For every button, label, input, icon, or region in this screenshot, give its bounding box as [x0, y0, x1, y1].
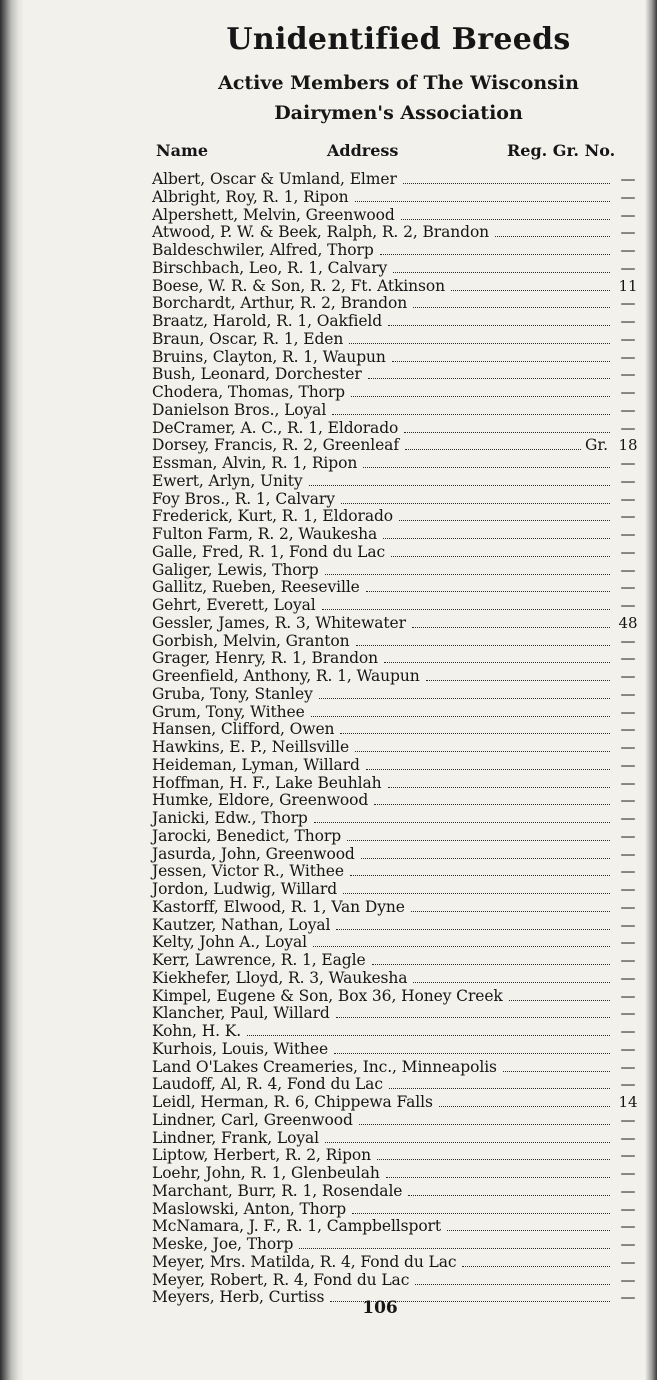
- member-entry-text: Hoffman, H. F., Lake Beuhlah: [152, 773, 382, 792]
- list-item: [152, 402, 642, 420]
- member-entry-text: Janicki, Edw., Thorp: [152, 809, 308, 827]
- member-number: —: [620, 471, 636, 490]
- list-item: [152, 366, 642, 384]
- member-number: —: [620, 489, 636, 508]
- member-number: —: [620, 755, 636, 774]
- member-number: 11: [618, 276, 638, 295]
- member-entry-text: Gehrt, Everett, Loyal: [152, 596, 316, 614]
- member-number: —: [620, 667, 636, 685]
- member-entry-text: Danielson Bros., Loyal: [152, 400, 327, 419]
- member-number: —: [620, 986, 636, 1005]
- member-entry-text: Braun, Oscar, R. 1, Eden: [152, 329, 344, 348]
- member-entry-text: Dorsey, Francis, R. 2, Greenleaf: [152, 436, 399, 455]
- dot-leader: [509, 1000, 610, 1001]
- dot-leader: [451, 290, 610, 291]
- member-entry-text: Birschbach, Leo, R. 1, Calvary: [152, 258, 388, 277]
- member-entry-text: Meyer, Mrs. Matilda, R. 4, Fond du Lac: [152, 1252, 457, 1271]
- list-item: [152, 704, 642, 722]
- member-number: —: [620, 649, 636, 668]
- dot-leader: [322, 609, 610, 610]
- column-header-address: Address: [327, 141, 399, 160]
- member-entry-text: Grager, Henry, R. 1, Brandon: [152, 649, 379, 668]
- dot-leader: [374, 804, 610, 805]
- member-number: —: [620, 241, 636, 259]
- list-item: [152, 526, 642, 544]
- member-number: —: [620, 880, 636, 898]
- list-item: [152, 260, 642, 278]
- member-entry-text: Foy Bros., R. 1, Calvary: [152, 489, 335, 508]
- list-item: [152, 455, 642, 473]
- member-number: —: [620, 170, 636, 188]
- member-entry-text: Kautzer, Nathan, Loyal: [152, 915, 331, 934]
- member-number: —: [620, 915, 636, 934]
- list-item: [152, 739, 642, 757]
- member-number: —: [620, 205, 636, 224]
- list-item: [152, 1112, 642, 1130]
- list-item: [152, 473, 642, 491]
- page-number: 106: [362, 1298, 398, 1318]
- member-number: 48: [618, 613, 638, 632]
- list-item: [152, 1059, 642, 1077]
- list-item: [152, 1183, 642, 1201]
- member-number: —: [620, 1057, 636, 1076]
- dot-leader: [388, 787, 610, 788]
- list-item: [152, 1005, 642, 1023]
- dot-leader: [355, 751, 610, 752]
- member-number: —: [620, 1164, 636, 1182]
- list-item: [152, 420, 642, 438]
- list-item: [152, 278, 642, 296]
- member-entry-text: Jasurda, John, Greenwood: [152, 844, 355, 863]
- member-number: —: [620, 258, 636, 277]
- member-entry-text: DeCramer, A. C., R. 1, Eldorado: [152, 418, 399, 437]
- dot-leader: [366, 769, 610, 770]
- member-list: [152, 171, 642, 1307]
- member-number: —: [620, 791, 636, 810]
- member-number: —: [620, 1252, 636, 1271]
- member-entry-text: Galle, Fred, R. 1, Fond du Lac: [152, 542, 386, 561]
- dot-leader: [355, 201, 611, 202]
- dot-leader: [351, 396, 610, 397]
- dot-leader: [352, 1213, 610, 1214]
- dot-leader: [356, 645, 610, 646]
- member-number: —: [620, 1039, 636, 1058]
- subtitle-line-2: Dairymen's Association: [274, 102, 523, 124]
- dot-leader: [309, 485, 611, 486]
- member-number: —: [620, 1075, 636, 1094]
- dot-leader: [411, 911, 610, 912]
- list-item: [152, 615, 642, 633]
- list-item: [152, 668, 642, 686]
- member-number: —: [620, 684, 636, 703]
- member-number: —: [620, 383, 636, 401]
- dot-leader: [332, 414, 610, 415]
- member-entry-text: Fulton Farm, R. 2, Waukesha: [152, 525, 378, 543]
- member-number: —: [620, 738, 636, 756]
- member-entry-text: Kimpel, Eugene & Son, Box 36, Honey Creek: [152, 986, 503, 1005]
- column-header-name: Name: [156, 141, 209, 160]
- member-entry-text: Jordon, Ludwig, Willard: [152, 880, 338, 898]
- member-entry-text: Jarocki, Benedict, Thorp: [152, 826, 342, 845]
- list-item: [152, 544, 642, 562]
- dot-leader: [350, 875, 610, 876]
- member-entry-text: Land O'Lakes Creameries, Inc., Minneapolis: [152, 1057, 497, 1076]
- page-title: Unidentified Breeds: [226, 22, 571, 57]
- member-number: —: [620, 312, 636, 330]
- member-entry-text: Laudoff, Al, R. 4, Fond du Lac: [152, 1075, 383, 1094]
- list-item: [152, 792, 642, 810]
- member-entry-text: Kastorff, Elwood, R. 1, Van Dyne: [152, 897, 405, 916]
- dot-leader: [325, 1142, 610, 1143]
- dot-leader: [388, 325, 610, 326]
- member-entry-text: Leidl, Herman, R. 6, Chippewa Falls: [152, 1093, 433, 1111]
- member-number: —: [620, 1110, 636, 1129]
- list-item: [152, 491, 642, 509]
- list-item: [152, 349, 642, 367]
- member-number: —: [620, 578, 636, 597]
- member-number: 18: [618, 436, 638, 455]
- dot-leader: [404, 432, 610, 433]
- dot-leader: [341, 503, 610, 504]
- member-entry-text: Borchardt, Arthur, R. 2, Brandon: [152, 294, 408, 313]
- dot-leader: [413, 307, 610, 308]
- member-entry-text: Kohn, H. K.: [152, 1022, 242, 1040]
- member-entry-text: Essman, Alvin, R. 1, Ripon: [152, 454, 358, 472]
- list-item: [152, 1201, 642, 1219]
- member-entry-text: Meyer, Robert, R. 4, Fond du Lac: [152, 1270, 410, 1289]
- list-item: [152, 295, 642, 313]
- column-header-reg-gr-no: Reg. Gr. No.: [507, 141, 616, 160]
- list-item: [152, 189, 642, 207]
- member-entry-text: Alpershett, Melvin, Greenwood: [152, 205, 395, 224]
- dot-leader: [325, 574, 610, 575]
- member-entry-text: Gessler, James, R. 3, Whitewater: [152, 613, 406, 632]
- member-entry-text: Albert, Oscar & Umland, Elmer: [152, 170, 397, 188]
- list-item: [152, 1076, 642, 1094]
- member-number: —: [620, 1004, 636, 1023]
- list-item: [152, 863, 642, 881]
- page-edge-shadow: [645, 0, 657, 1380]
- member-entry-text: Liptow, Herbert, R. 2, Ripon: [152, 1146, 372, 1165]
- member-entry-text: Galiger, Lewis, Thorp: [152, 560, 319, 579]
- member-entry-text: Grum, Tony, Withee: [152, 702, 305, 721]
- member-entry-text: Kelty, John A., Loyal: [152, 933, 307, 952]
- dot-leader: [389, 1088, 610, 1089]
- member-number: —: [620, 507, 636, 526]
- dot-leader: [426, 680, 610, 681]
- member-number: —: [620, 187, 636, 206]
- member-entry-text: Loehr, John, R. 1, Glenbeulah: [152, 1164, 380, 1182]
- dot-leader: [340, 733, 610, 734]
- dot-leader: [439, 1106, 610, 1107]
- member-entry-text: Hansen, Clifford, Owen: [152, 720, 335, 739]
- member-entry-text: Boese, W. R. & Son, R. 2, Ft. Atkinson: [152, 276, 446, 295]
- member-entry-text: Baldeschwiler, Alfred, Thorp: [152, 241, 374, 259]
- dot-leader: [383, 538, 610, 539]
- member-number: —: [620, 1288, 636, 1307]
- list-item: [152, 775, 642, 793]
- list-item: [152, 579, 642, 597]
- dot-leader: [372, 964, 610, 965]
- dot-leader: [415, 1284, 610, 1285]
- member-entry-text: Gorbish, Melvin, Granton: [152, 631, 350, 650]
- member-number: —: [620, 844, 636, 863]
- dot-leader: [319, 698, 610, 699]
- list-item: [152, 1041, 642, 1059]
- member-number: —: [620, 400, 636, 419]
- member-number: —: [620, 968, 636, 987]
- list-item: [152, 1130, 642, 1148]
- member-number: —: [620, 596, 636, 614]
- dot-leader: [399, 520, 610, 521]
- member-entry-text: Klancher, Paul, Willard: [152, 1004, 330, 1023]
- list-item: [152, 508, 642, 526]
- member-entry-text: Heideman, Lyman, Willard: [152, 755, 360, 774]
- list-item: [152, 224, 642, 242]
- list-item: [152, 1165, 642, 1183]
- member-number: —: [620, 347, 636, 366]
- list-item: [152, 810, 642, 828]
- dot-leader: [462, 1266, 610, 1267]
- grade-marker: Gr.: [584, 436, 608, 455]
- member-entry-text: Frederick, Kurt, R. 1, Eldorado: [152, 507, 394, 526]
- list-item: [152, 1236, 642, 1254]
- member-number: —: [620, 294, 636, 313]
- member-number: —: [620, 826, 636, 845]
- list-item: [152, 437, 642, 455]
- dot-leader: [368, 378, 610, 379]
- dot-leader: [412, 627, 610, 628]
- dot-leader: [392, 361, 610, 362]
- list-item: [152, 899, 642, 917]
- member-entry-text: Jessen, Victor R., Withee: [152, 862, 344, 881]
- list-item: [152, 757, 642, 775]
- subtitle-line-1: Active Members of The Wisconsin: [218, 72, 579, 94]
- list-item: [152, 171, 642, 189]
- member-entry-text: Lindner, Carl, Greenwood: [152, 1110, 353, 1129]
- dot-leader: [447, 1230, 610, 1231]
- member-entry-text: Bruins, Clayton, R. 1, Waupun: [152, 347, 386, 366]
- member-number: —: [620, 1181, 636, 1200]
- list-item: [152, 1218, 642, 1236]
- member-entry-text: Humke, Eldore, Greenwood: [152, 791, 369, 810]
- member-number: —: [620, 560, 636, 579]
- dot-leader: [336, 1017, 610, 1018]
- list-item: [152, 721, 642, 739]
- member-number: —: [620, 1217, 636, 1236]
- member-entry-text: Atwood, P. W. & Beek, Ralph, R. 2, Brandon: [152, 223, 490, 242]
- dot-leader: [408, 1195, 610, 1196]
- dot-leader: [413, 982, 610, 983]
- dot-leader: [299, 1248, 610, 1249]
- member-entry-text: Gruba, Tony, Stanley: [152, 684, 313, 703]
- member-number: —: [620, 454, 636, 472]
- list-item: [152, 597, 642, 615]
- member-entry-text: Meske, Joe, Thorp: [152, 1235, 294, 1253]
- member-number: —: [620, 525, 636, 543]
- book-spine-shadow: [0, 0, 24, 1380]
- dot-leader: [384, 662, 610, 663]
- dot-leader: [363, 467, 610, 468]
- list-item: [152, 1147, 642, 1165]
- member-number: —: [620, 329, 636, 348]
- dot-leader: [347, 840, 610, 841]
- member-number: —: [620, 365, 636, 384]
- list-item: [152, 384, 642, 402]
- list-item: [152, 1023, 642, 1041]
- list-item: [152, 917, 642, 935]
- list-item: [152, 686, 642, 704]
- list-item: [152, 633, 642, 651]
- member-entry-text: Gallitz, Rueben, Reeseville: [152, 578, 360, 597]
- member-number: —: [620, 809, 636, 827]
- member-entry-text: Bush, Leonard, Dorchester: [152, 365, 362, 384]
- member-entry-text: Albright, Roy, R. 1, Ripon: [152, 187, 349, 206]
- dot-leader: [503, 1071, 610, 1072]
- dot-leader: [343, 893, 610, 894]
- dot-leader: [361, 858, 610, 859]
- dot-leader: [401, 219, 610, 220]
- member-number: —: [620, 223, 636, 242]
- dot-leader: [349, 343, 610, 344]
- member-number: —: [620, 1235, 636, 1253]
- list-item: [152, 1094, 642, 1112]
- member-number: —: [620, 702, 636, 721]
- dot-leader: [336, 929, 610, 930]
- member-number: 14: [618, 1093, 638, 1111]
- member-entry-text: Marchant, Burr, R. 1, Rosendale: [152, 1181, 403, 1200]
- dot-leader: [405, 449, 581, 450]
- member-number: —: [620, 951, 636, 969]
- list-item: [152, 934, 642, 952]
- member-number: —: [620, 1270, 636, 1289]
- list-item: [152, 988, 642, 1006]
- member-number: —: [620, 542, 636, 561]
- list-item: [152, 207, 642, 225]
- member-entry-text: Greenfield, Anthony, R. 1, Waupun: [152, 667, 420, 685]
- dot-leader: [313, 946, 610, 947]
- member-number: —: [620, 933, 636, 952]
- member-number: —: [620, 862, 636, 881]
- member-entry-text: Braatz, Harold, R. 1, Oakfield: [152, 312, 383, 330]
- list-item: [152, 650, 642, 668]
- member-number: —: [620, 1022, 636, 1040]
- member-number: —: [620, 1199, 636, 1218]
- member-entry-text: Hawkins, E. P., Neillsville: [152, 738, 350, 756]
- dot-leader: [366, 591, 610, 592]
- member-number: —: [620, 773, 636, 792]
- dot-leader: [359, 1124, 610, 1125]
- member-entry-text: Lindner, Frank, Loyal: [152, 1128, 319, 1147]
- list-item: [152, 970, 642, 988]
- list-item: [152, 1254, 642, 1272]
- dot-leader: [314, 822, 610, 823]
- member-number: —: [620, 1146, 636, 1165]
- dot-leader: [377, 1159, 610, 1160]
- member-entry-text: Ewert, Arlyn, Unity: [152, 471, 303, 490]
- member-entry-text: Meyers, Herb, Curtiss: [152, 1288, 325, 1307]
- member-entry-text: Kiekhefer, Lloyd, R. 3, Waukesha: [152, 968, 408, 987]
- list-item: [152, 1272, 642, 1290]
- list-item: [152, 313, 642, 331]
- member-number: —: [620, 418, 636, 437]
- member-number: —: [620, 631, 636, 650]
- member-number: —: [620, 897, 636, 916]
- dot-leader: [403, 183, 610, 184]
- list-item: [152, 828, 642, 846]
- list-item: [152, 562, 642, 580]
- member-entry-text: Chodera, Thomas, Thorp: [152, 383, 345, 401]
- list-item: [152, 846, 642, 864]
- member-entry-text: McNamara, J. F., R. 1, Campbellsport: [152, 1217, 442, 1236]
- member-number: —: [620, 1128, 636, 1147]
- dot-leader: [311, 716, 610, 717]
- list-item: [152, 881, 642, 899]
- dot-leader: [380, 254, 610, 255]
- dot-leader: [495, 236, 610, 237]
- member-entry-text: Maslowski, Anton, Thorp: [152, 1199, 347, 1218]
- list-item: [152, 331, 642, 349]
- list-item: [152, 242, 642, 260]
- dot-leader: [393, 272, 610, 273]
- dot-leader: [391, 556, 610, 557]
- member-number: —: [620, 720, 636, 739]
- dot-leader: [247, 1035, 610, 1036]
- dot-leader: [386, 1177, 610, 1178]
- dot-leader: [334, 1053, 610, 1054]
- member-entry-text: Kurhois, Louis, Withee: [152, 1039, 329, 1058]
- list-item: [152, 952, 642, 970]
- member-entry-text: Kerr, Lawrence, R. 1, Eagle: [152, 951, 366, 969]
